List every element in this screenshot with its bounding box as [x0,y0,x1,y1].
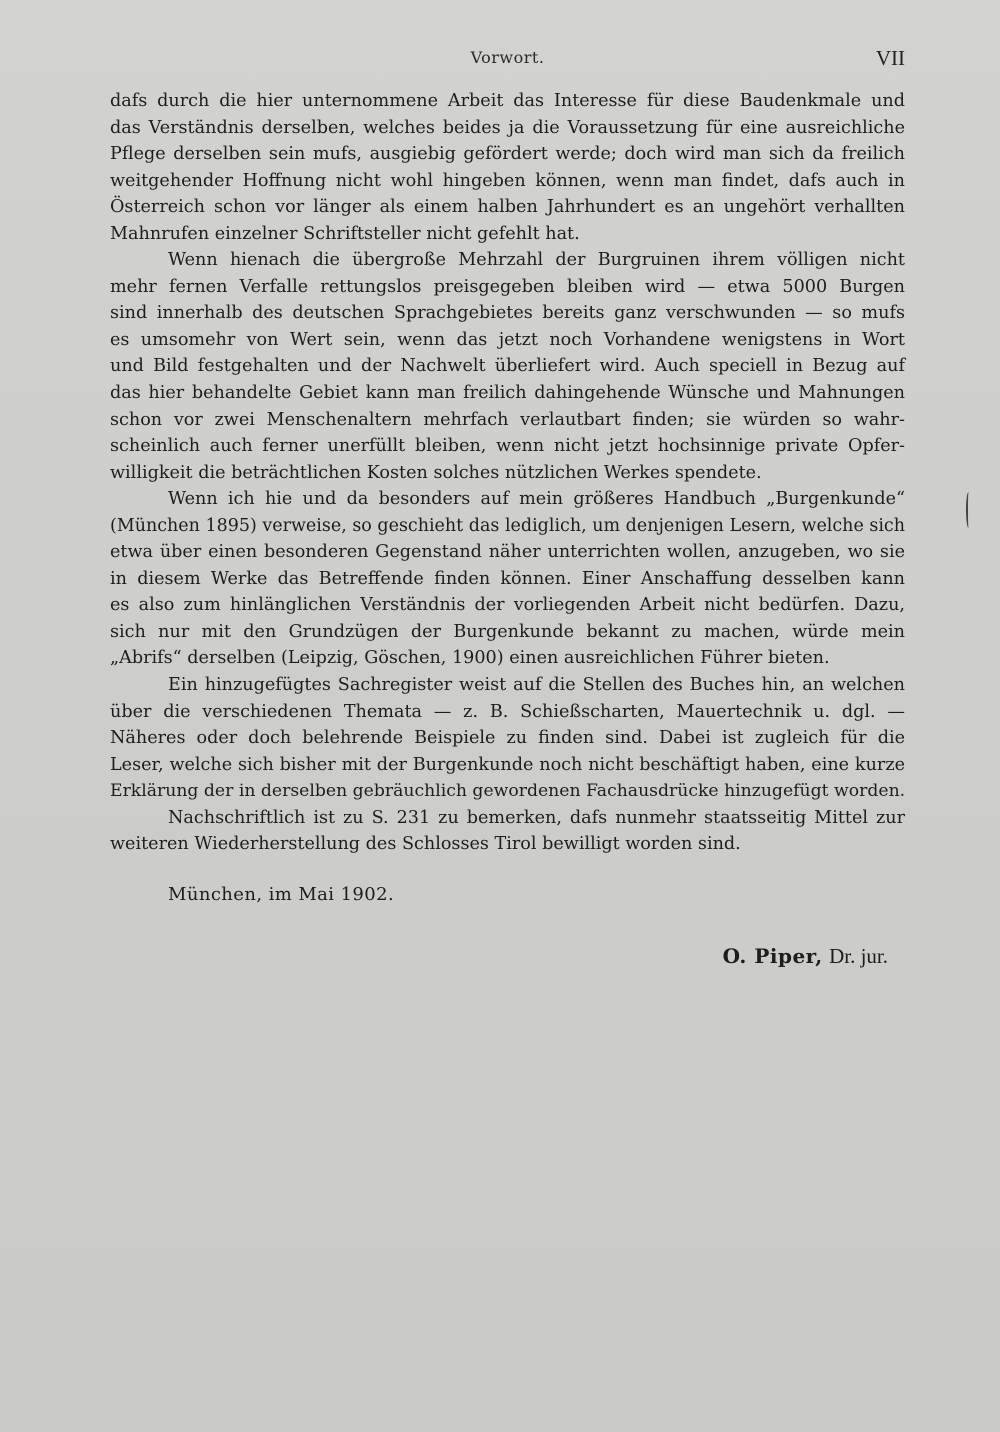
text-line: Pflege derselben sein mufs, ausgiebig gefördert werde; doch wird man sich da freilich [110,144,905,165]
text-line: (München 1895) verweise, so geschieht das lediglich, um denjenigen Lesern, welche sich [110,515,905,536]
running-head [110,46,905,74]
paragraph [110,672,905,805]
text-line: weiteren Wiederherstellung des Schlosses Tirol bewilligt worden sind. [110,834,741,855]
signature-name: O. Piper, [722,944,823,968]
text-line: dafs durch die hier unternommene Arbeit das Interesse für diese Baudenkmale und [110,91,905,111]
text-line: Näheres oder doch belehrende Beispiele zu finden sind. Dabei ist zugleich für die [110,728,905,749]
text-line: etwa über einen besonderen Gegenstand näher unterrichten wollen, anzugeben, wo sie [110,542,905,563]
text-line: Ein hinzugefügtes Sachregister weist auf die Stellen des Buches hin, an welchen [168,675,905,696]
text-line: sich nur mit den Grundzügen der Burgenkunde bekannt zu machen, würde mein [110,621,905,642]
text-line: weitgehender Hoffnung nicht wohl hingeben können, wenn man findet, dafs auch in [110,170,905,191]
text-line: Leser, welche sich bisher mit der Burgenkunde noch nicht beschäftigt haben, eine kurze [110,754,905,775]
text-line: mehr fernen Verfalle rettungslos preisgegeben bleiben wird — etwa 5000 Burgen [110,276,905,297]
text-line: scheinlich auch ferner unerfüllt bleiben, wenn nicht jetzt hochsinnige private Opfer- [110,436,905,457]
text-line: Erklärung der in derselben gebräuchlich gewordenen Fachausdrücke hinzugefügt worden. [110,781,906,802]
text-line: schon vor zwei Menschenaltern mehrfach verlautbart finden; sie würden so wahr- [110,409,905,430]
paragraph [110,486,905,672]
text-line: und Bild festgehalten und der Nachwelt überliefert wird. Auch speciell in Bezug auf [110,356,905,377]
text-line: Wenn hienach die übergroße Mehrzahl der Burgruinen ihrem völligen nicht [168,250,905,271]
body-text [110,88,905,858]
text-line: über die verschiedenen Themata — z. B. Schießscharten, Mauertechnik u. dgl. — [110,701,905,722]
signature-title: Dr. jur. [829,944,888,968]
text-line: Wenn ich hie und da besonders auf mein größeres Handbuch „Burgenkunde“ [168,489,905,510]
running-title: Vorwort. [470,48,545,67]
margin-pencil-mark [966,492,971,528]
paragraph [110,805,905,858]
text-line: es also zum hinlänglichen Verständnis der vorliegenden Arbeit nicht bedürfen. Dazu, [110,595,905,616]
text-line: sind innerhalb des deutschen Sprachgebietes bereits ganz verschwunden — so mufs [110,303,905,324]
signature [723,944,888,969]
text-line: das hier behandelte Gebiet kann man freilich dahingehende Wünsche und Mahnungen [110,383,905,404]
page-number: VII [875,46,905,70]
text-line: Nachschriftlich ist zu S. 231 zu bemerken, dafs nunmehr staatsseitig Mittel zur [168,807,905,828]
text-line: willigkeit die beträchtlichen Kosten solches nützlichen Werkes spendete. [110,462,762,483]
text-line: „Abrifs“ derselben (Leipzig, Göschen, 1900) einen ausreichlichen Führer bieten. [110,648,830,669]
text-line: in diesem Werke das Betreffende finden können. Einer Anschaffung desselben kann [110,568,905,589]
paragraph [110,247,905,486]
paragraph [110,88,905,247]
text-line: das Verständnis derselben, welches beides ja die Voraussetzung für eine ausreichliche [110,117,905,138]
text-line: Mahnrufen einzelner Schriftsteller nicht gefehlt hat. [110,223,580,244]
text-line: es umsomehr von Wert sein, wenn das jetzt noch Vorhandene wenigstens in Wort [110,329,905,350]
place-date: München, im Mai 1902. [168,884,395,905]
text-line: Österreich schon vor länger als einem halben Jahrhundert es an ungehört verhallten [110,197,905,218]
